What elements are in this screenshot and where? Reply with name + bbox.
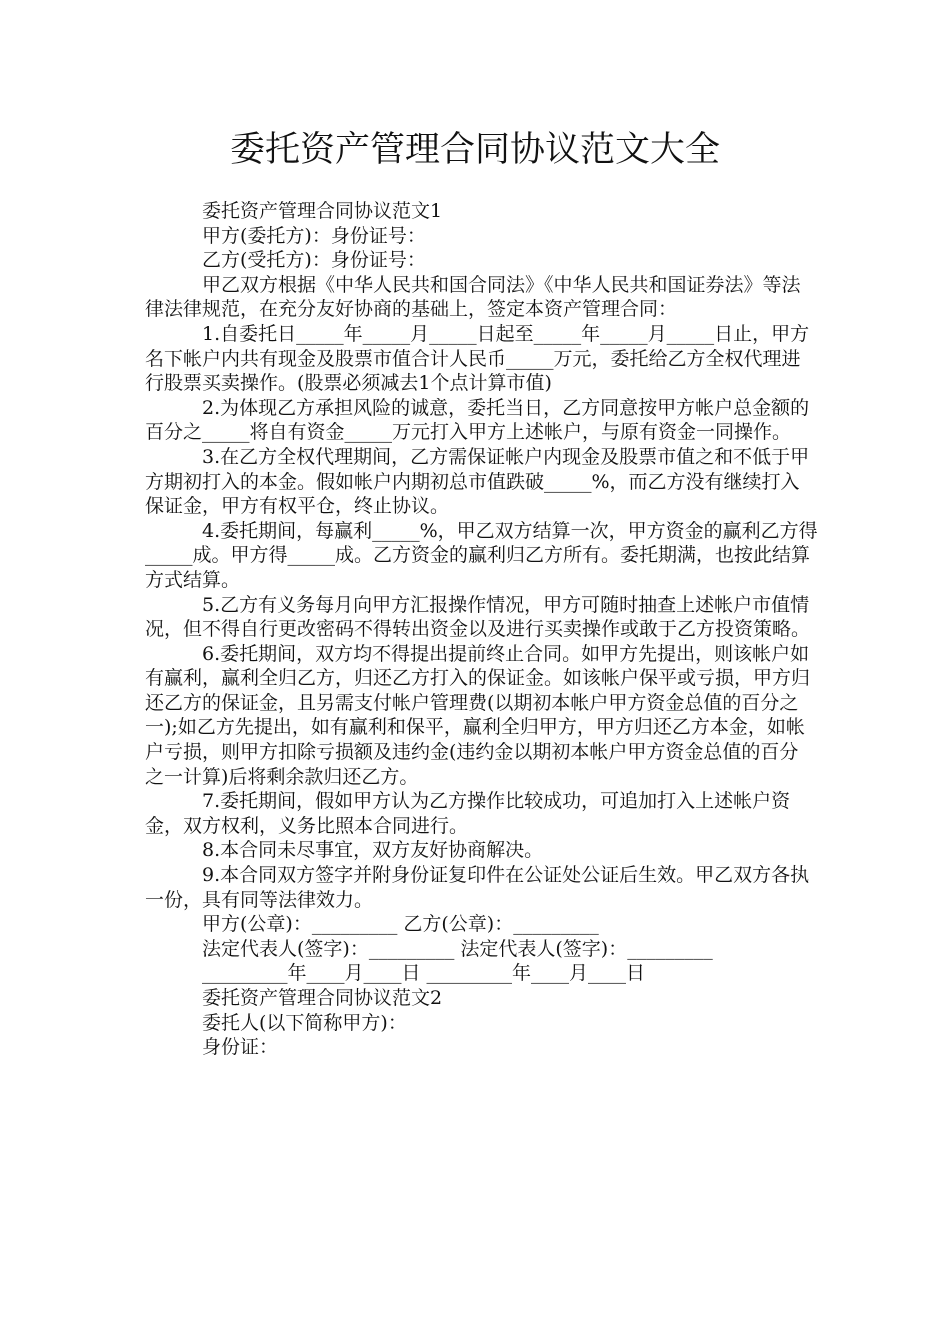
clause-2: 2.为体现乙方承担风险的诚意，委托当日，乙方同意按甲方帐户总金额的百分之_____将自有资金_____万元打入甲方上述帐户，与原有资金一同操作。 (145, 396, 810, 444)
date-line: _________年____月____日 _________年____月____日 (202, 962, 646, 985)
document-title: 委托资产管理合同协议范文大全 (229, 130, 720, 170)
clause-1: 1.自委托日_____年_____月_____日起至_____年_____月_____日止，甲方名下帐户内共有现金及股票市值合计人民币_____万元，委托给乙方全权代理进行股票买卖操作。(股票必须减去1个点计算市值) (145, 322, 810, 395)
representative-signature-line: 法定代表人(签字)：_________ 法定代表人(签字)：_________ (202, 937, 713, 960)
principal-line: 委托人(以下简称甲方)： (202, 1011, 407, 1034)
clause-4: 4.委托期间，每赢利_____%，甲乙双方结算一次，甲方资金的赢利乙方得_____成。甲方得_____成。乙方资金的赢利归乙方所有。委托期满，也按此结算方式结算。 (145, 519, 818, 591)
document-body (145, 199, 818, 1060)
party-a-line: 甲方(委托方)：身份证号： (202, 224, 426, 247)
party-b-line: 乙方(受托方)：身份证号： (202, 249, 426, 272)
preamble-paragraph: 甲乙双方根据《中华人民共和国合同法》《中华人民共和国证券法》等法律法律规范，在充分友好协商的基础上，签定本资产管理合同： (145, 273, 801, 321)
clause-6: 6.委托期间，双方均不得提出提前终止合同。如甲方先提出，则该帐户如有赢利，赢利全归乙方，归还乙方打入的保证金。如该帐户保平或亏损，甲方归还乙方的保证金，且另需支付帐户管理费(以期初本帐户甲方资金总值的百分之一);如乙方先提出，如有赢利和保平，赢利全归甲方，甲方归还乙方本金，如帐户亏损，则甲方扣除亏损额及违约金(违约金以期初本帐户甲方资金总值的百分之一计算)后将剩余款归还乙方。 (145, 642, 811, 788)
seal-line: 甲方(公章)：_________ 乙方(公章)：_________ (202, 913, 599, 936)
clause-7: 7.委托期间，假如甲方认为乙方操作比较成功，可追加打入上述帐户资金，双方权利，义务比照本合同进行。 (145, 790, 791, 837)
section-heading-1: 委托资产管理合同协议范文1 (202, 200, 443, 222)
id-card-line: 身份证： (202, 1036, 279, 1059)
section-heading-2: 委托资产管理合同协议范文2 (202, 987, 443, 1009)
clause-9: 9.本合同双方签字并附身份证复印件在公证处公证后生效。甲乙双方各执一份，具有同等法律效力。 (145, 864, 810, 911)
clause-3: 3.在乙方全权代理期间，乙方需保证帐户内现金及股票市值之和不低于甲方期初打入的本金。假如帐户内期初总市值跌破_____%，而乙方没有继续打入保证金，甲方有权平仓，终止协议。 (145, 445, 810, 518)
clause-5: 5.乙方有义务每月向甲方汇报操作情况，甲方可随时抽查上述帐户市值情况，但不得自行更改密码不得转出资金以及进行买卖操作或敢于乙方投资策略。 (145, 593, 811, 641)
clause-8: 8.本合同未尽事宜，双方友好协商解决。 (202, 839, 544, 862)
